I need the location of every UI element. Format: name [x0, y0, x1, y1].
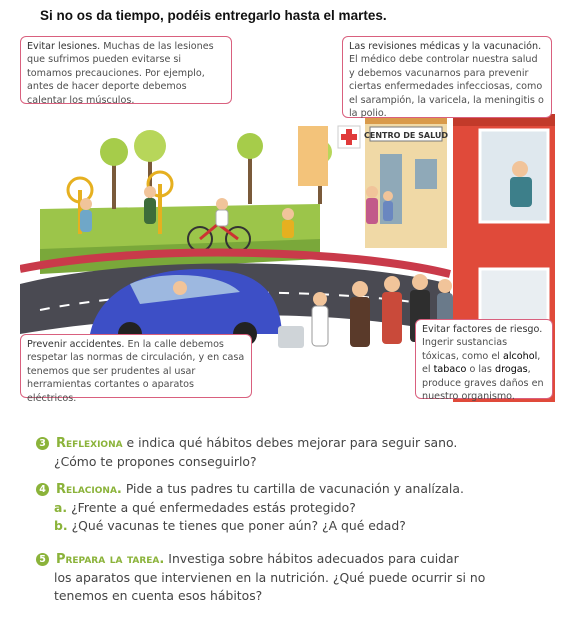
question-4b-letter: b.	[54, 518, 68, 533]
callout-evitar-riesgo	[415, 319, 553, 402]
question-5-keyword: Prepara la tarea.	[55, 552, 165, 567]
question-4a-text: ¿Frente a qué enfermedades estás protegido?	[71, 500, 356, 515]
callout-lesiones-text: Muchas de las lesiones que sufrimos pueden evitarse si tomamos precauciones. Por ejemplo, antes de hacer deporte debemos calentar los músculos.	[27, 41, 214, 106]
health-illustration	[20, 34, 555, 402]
callout-prevenir-accidentes	[20, 334, 252, 402]
callout-accidentes-text: En la calle debemos respetar las normas de circulación, y en casa tenemos que ser prudentes al usar herramientas cortantes o aparatos eléctricos.	[27, 339, 245, 402]
question-3	[36, 434, 457, 471]
health-center-sign: CENTRO DE SALUD	[363, 131, 449, 140]
question-number-4: 4	[36, 483, 49, 496]
callout-lesiones-title: Evitar lesiones.	[27, 41, 101, 52]
question-4b-text: ¿Qué vacunas te tienes que poner aún? ¿A qué edad?	[71, 518, 406, 533]
question-4a	[36, 499, 464, 517]
top-note: Si no os da tiempo, podéis entregarlo hasta el martes.	[40, 8, 387, 23]
callout-riesgo-text-1: Ingerir sustancias tóxicas, como el	[422, 337, 508, 362]
question-number-5: 5	[36, 553, 49, 566]
callout-riesgo-text-2: , el	[422, 350, 541, 376]
callout-riesgo-text-3: o las	[469, 364, 492, 376]
question-4	[36, 480, 464, 535]
callout-revisiones-medicas	[342, 36, 552, 118]
callout-revisiones-title: Las revisiones médicas y la vacunación.	[349, 41, 542, 52]
question-5-line1: Investiga sobre hábitos adecuados para cuidar	[168, 551, 459, 566]
question-5-line2: los aparatos que intervienen en la nutrición. ¿Qué puede ocurrir si no	[54, 570, 486, 585]
question-5-line3: tenemos en cuenta esos hábitos?	[54, 588, 263, 603]
callout-riesgo-text-4: , produce graves daños en nuestro organismo.	[422, 364, 544, 402]
question-number-3: 3	[36, 437, 49, 450]
callout-evitar-lesiones	[20, 36, 232, 104]
word-drogas: drogas	[495, 364, 528, 376]
word-tabaco: tabaco	[433, 364, 467, 376]
question-5	[36, 550, 485, 605]
callout-accidentes-title: Prevenir accidentes.	[27, 339, 125, 350]
question-3-line1: e indica qué hábitos debes mejorar para seguir sano.	[126, 435, 458, 450]
question-3-keyword: Reflexiona	[55, 436, 123, 451]
question-3-line2: ¿Cómo te propones conseguirlo?	[54, 454, 257, 469]
question-4-line1: Pide a tus padres tu cartilla de vacunación y analízala.	[125, 481, 464, 496]
callout-revisiones-text: El médico debe controlar nuestra salud y debemos vacunarnos para prevenir ciertas enfermedades infecciosas, como el sarampión, la varicela, la meningitis o la polio.	[349, 54, 544, 120]
question-4b	[36, 517, 464, 535]
word-alcohol: alcohol	[502, 350, 538, 362]
question-4a-letter: a.	[54, 500, 68, 515]
callout-riesgo-title: Evitar factores de riesgo.	[422, 324, 543, 335]
question-4-keyword: Relaciona.	[55, 482, 122, 497]
